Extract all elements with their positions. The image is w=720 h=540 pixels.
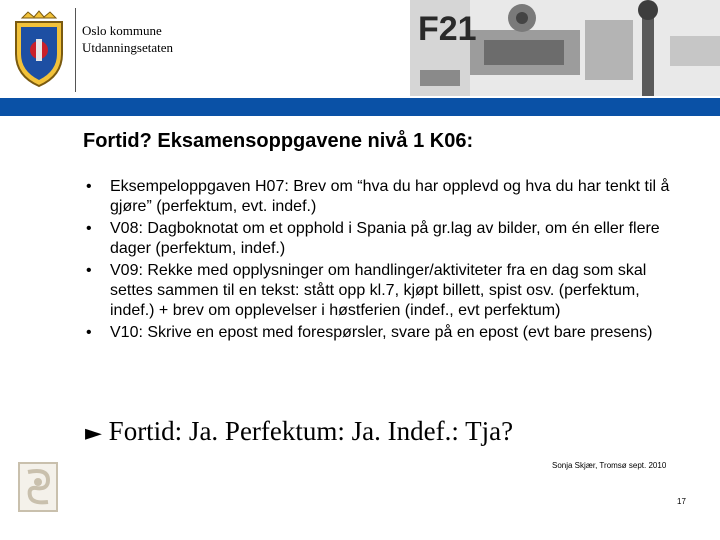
bullet-item — [86, 219, 686, 259]
bullet-text: Eksempeloppgaven H07: Brev om “hva du har opplevd og hva du har tenkt til å gjøre” (perfektum, evt. indef.) — [110, 178, 670, 215]
bullet-item — [86, 323, 686, 343]
bullet-text: V10: Skrive en epost med forespørsler, svare på en epost (evt bare presens) — [110, 324, 653, 341]
bullet-marker: • — [86, 324, 92, 341]
organization-name — [82, 22, 173, 56]
bullet-text: V08: Dagboknotat om et opphold i Spania på gr.lag av bilder, om én eller flere dager (perfektum, indef.) — [110, 220, 660, 257]
bullet-list — [86, 177, 686, 345]
org-line-1: Oslo kommune — [82, 23, 162, 38]
footer-logo-icon — [18, 462, 58, 512]
author-credit: Sonja Skjær, Tromsø sept. 2010 — [552, 461, 667, 470]
oslo-crest-logo — [8, 10, 70, 88]
header-blue-band — [0, 98, 720, 116]
film-equipment-image — [410, 0, 720, 96]
header-divider — [75, 8, 76, 92]
org-line-2: Utdanningsetaten — [82, 40, 173, 55]
bullet-text: V09: Rekke med opplysninger om handlinger/aktiviteter fra en dag som skal settes sammen til en tekst: stått opp kl.7, kjøpt billett, spist osv. (perfektum, indef.) + brev om opplevelser i høstferien (indef., evt perfektum) — [110, 262, 647, 319]
slide-header — [0, 0, 720, 118]
bullet-marker: • — [86, 262, 92, 279]
page-number: 17 — [677, 497, 686, 506]
f21-label: F21 — [418, 10, 477, 48]
bullet-marker: • — [86, 220, 92, 237]
slide-title: Fortid? Eksamensoppgavene nivå 1 K06: — [83, 130, 474, 152]
bullet-item — [86, 177, 686, 217]
bullet-item — [86, 261, 686, 321]
summary-text: Fortid: Ja. Perfektum: Ja. Indef.: Tja? — [108, 416, 514, 446]
arrow-icon: ► — [85, 421, 102, 446]
bullet-marker: • — [86, 178, 92, 195]
summary-line — [85, 414, 513, 451]
header-photo — [410, 0, 720, 96]
